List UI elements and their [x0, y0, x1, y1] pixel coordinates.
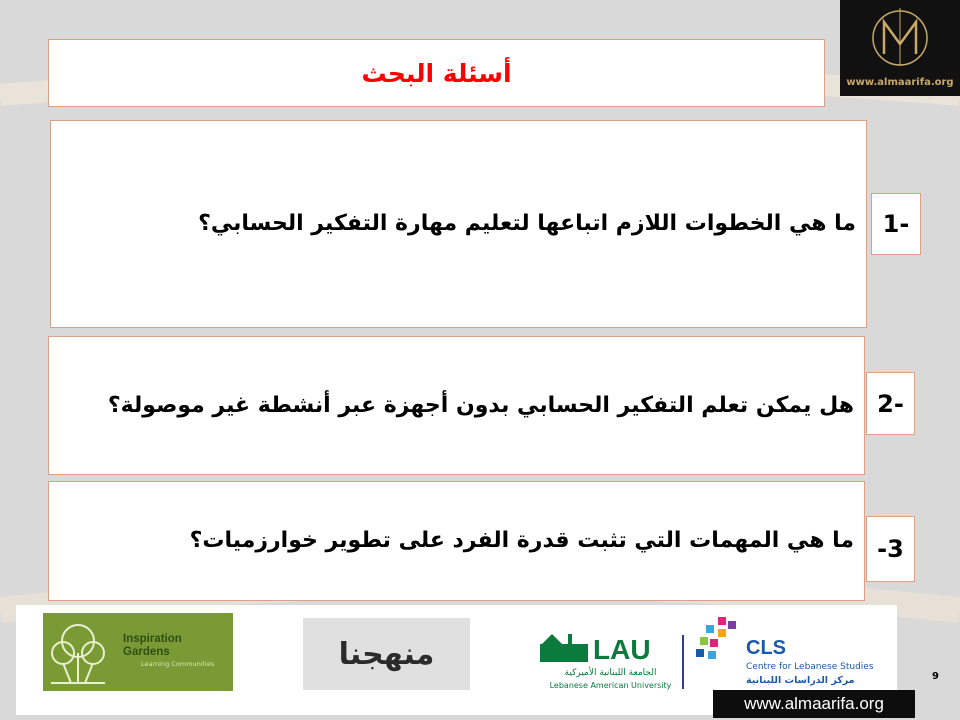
inspiration-tagline: Learning Communities [141, 660, 215, 668]
cls-pixel-icon [692, 615, 742, 665]
question-3-box [48, 481, 865, 601]
question-2-box [48, 336, 865, 475]
lau-abbr: LAU [593, 634, 651, 665]
lau-emblem-icon [538, 630, 590, 666]
m-monogram-icon [840, 0, 960, 70]
question-3-number: -3 [866, 516, 915, 582]
question-1-text: ما هي الخطوات اللازم اتباعها لتعليم مهارة التفكير الحسابي؟ [198, 211, 856, 237]
inspiration-name-1: Inspiration [123, 633, 182, 645]
cls-english: Centre for Lebanese Studies [746, 662, 874, 672]
cls-arabic: مركز الدراسات اللبنانية [746, 675, 855, 686]
inspiration-name-2: Gardens [123, 646, 170, 658]
lau-logo [538, 630, 683, 694]
page-number: 9 [932, 671, 939, 682]
question-2-text: هل يمكن تعلم التفكير الحسابي بدون أجهزة عبر أنشطة غير موصولة؟ [107, 392, 854, 418]
slide-title: أسئلة البحث [361, 58, 512, 88]
almaarifa-logo [840, 0, 960, 96]
lau-english: Lebanese American University [549, 681, 672, 690]
lau-arabic: الجامعة اللبنانية الأميركية [564, 668, 657, 678]
logo-url-text: www.almaarifa.org [846, 77, 954, 88]
title-box [48, 39, 825, 107]
question-1-number: 1- [871, 193, 921, 255]
question-1-box [50, 120, 867, 328]
website-url[interactable]: www.almaarifa.org [713, 690, 915, 718]
inspiration-gardens-logo [43, 613, 233, 691]
cls-logo [692, 615, 874, 695]
logo-divider [682, 635, 684, 689]
manahej-logo [303, 618, 470, 690]
manahej-name: منهجنا [338, 636, 435, 672]
tree-icon [43, 613, 113, 691]
question-2-number: 2- [866, 372, 915, 435]
cls-abbr: CLS [746, 637, 786, 659]
question-3-text: ما هي المهمات التي تثبت قدرة الفرد على تطوير خوارزميات؟ [189, 528, 854, 554]
